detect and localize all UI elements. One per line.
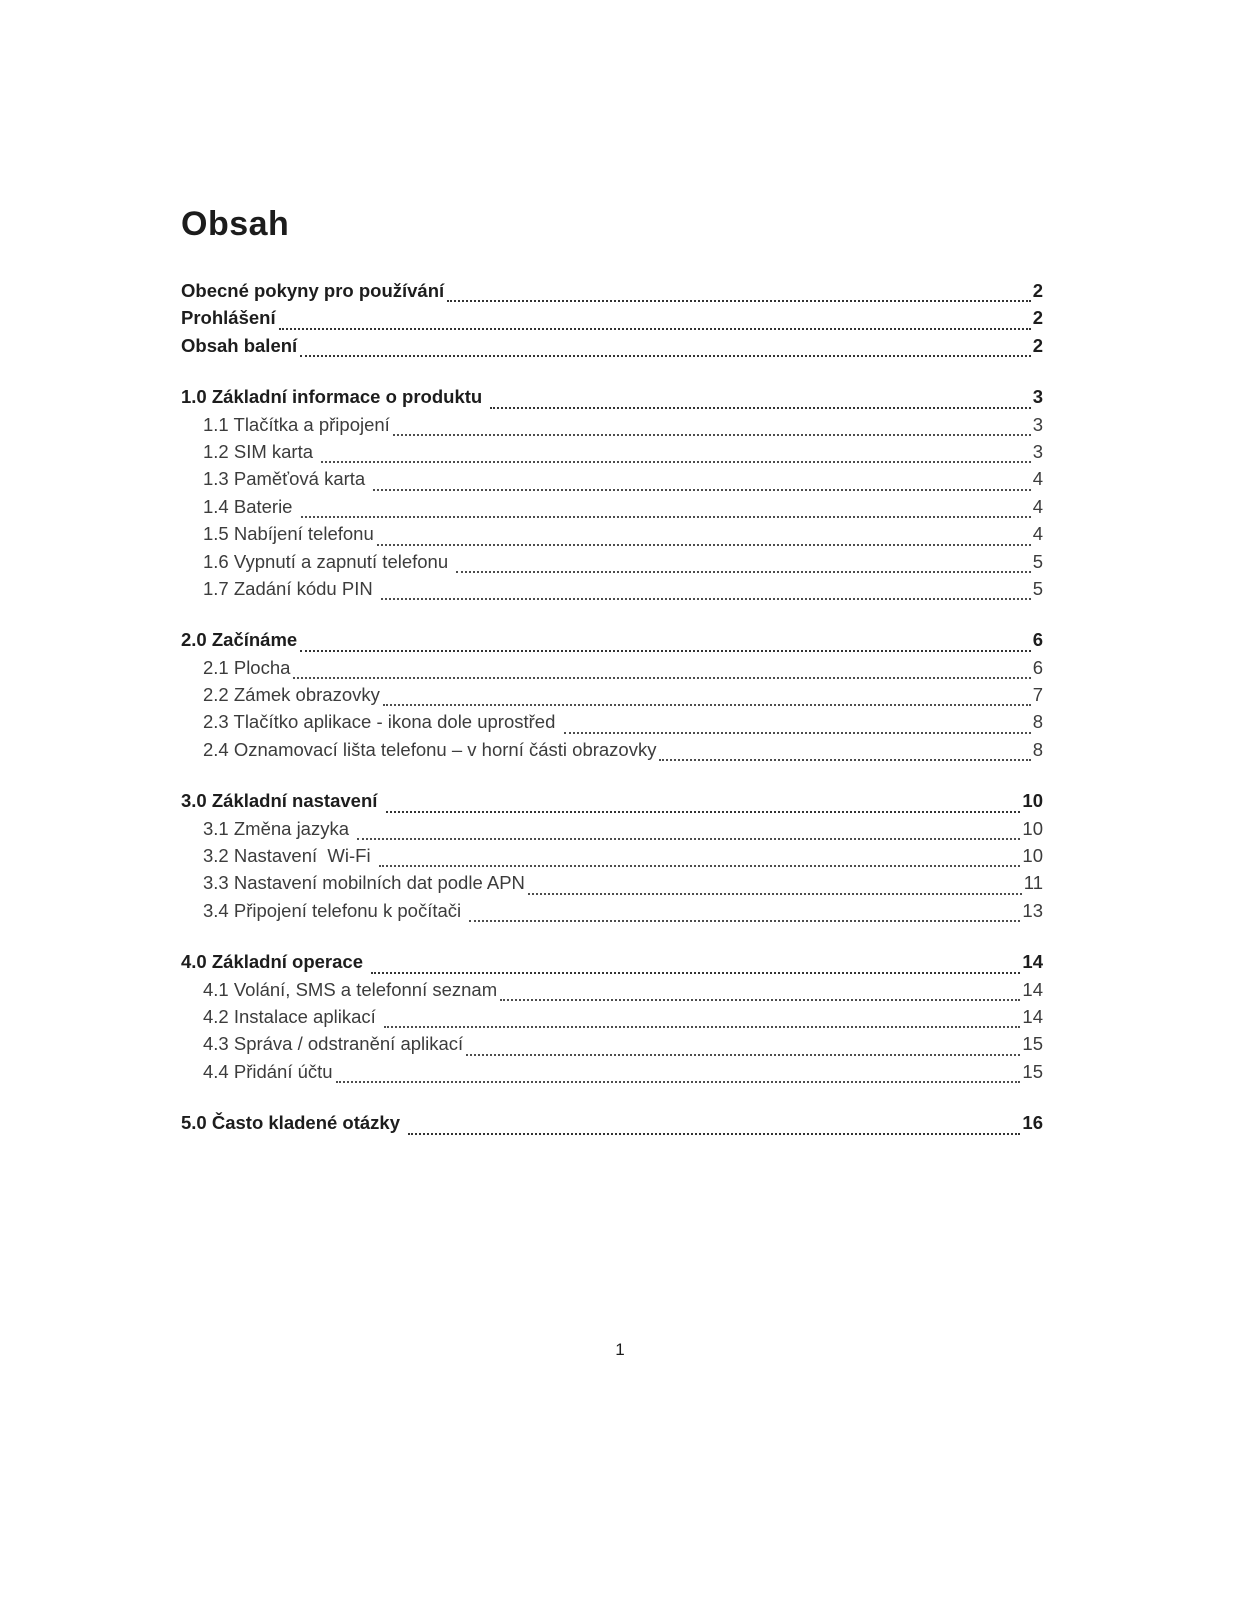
toc-entry-page: 3 (1032, 440, 1043, 462)
toc-entry (181, 335, 1043, 362)
toc-entry (181, 845, 1043, 872)
toc-entry-page: 15 (1022, 1060, 1043, 1082)
toc-entry-label: 4.1 Volání, SMS a telefonní seznam (203, 978, 498, 1000)
toc-leader-dots (301, 516, 1031, 518)
toc-leader-dots (300, 355, 1031, 357)
toc-group-gap (181, 605, 1043, 629)
toc-entry-label: 1.1 Tlačítka a připojení (203, 413, 390, 435)
toc-entry-label: 1.5 Nabíjení telefonu (203, 523, 374, 545)
toc-leader-dots (386, 811, 1021, 813)
toc-entry (181, 739, 1043, 766)
toc-entry (181, 468, 1043, 495)
toc-entry (181, 951, 1043, 978)
toc-entry-label: Obecné pokyny pro používání (181, 280, 445, 301)
toc-entry (181, 1112, 1043, 1139)
toc-entry-page: 14 (1022, 1005, 1043, 1027)
toc-group-gap (181, 362, 1043, 386)
toc-entry (181, 307, 1043, 334)
toc-entry-label: 2.3 Tlačítko aplikace - ikona dole uprostřed (203, 711, 561, 733)
toc-leader-dots (300, 650, 1031, 652)
toc-leader-dots (373, 489, 1030, 491)
toc-entry-page: 8 (1032, 711, 1043, 733)
toc-leader-dots (393, 434, 1031, 436)
toc-leader-dots (447, 300, 1031, 302)
toc-entry (181, 629, 1043, 656)
toc-entry-page: 14 (1022, 978, 1043, 1000)
toc-entry-label: 1.3 Paměťová karta (203, 468, 371, 490)
toc-leader-dots (383, 704, 1031, 706)
page-title: Obsah (181, 205, 290, 243)
toc-entry (181, 414, 1043, 441)
toc-entry-label: 3.2 Nastavení Wi-Fi (203, 845, 376, 867)
toc-entry-page: 4 (1032, 468, 1043, 490)
toc-entry-page: 2 (1032, 334, 1043, 356)
toc-entry-page: 4 (1032, 495, 1043, 517)
toc-leader-dots (336, 1081, 1021, 1083)
toc-leader-dots (293, 677, 1030, 679)
toc-entry-page: 14 (1022, 951, 1043, 973)
toc-entry-label: 1.0 Základní informace o produktu (181, 386, 488, 408)
toc-entry-page: 10 (1022, 817, 1043, 839)
toc-group-gap (181, 766, 1043, 790)
toc-entry (181, 790, 1043, 817)
toc-leader-dots (377, 544, 1031, 546)
toc-leader-dots (490, 407, 1030, 409)
toc-leader-dots (408, 1133, 1020, 1135)
toc-entry-label: 1.4 Baterie (203, 495, 298, 517)
toc-leader-dots (279, 328, 1031, 330)
toc-leader-dots (469, 920, 1020, 922)
toc-entry-page: 8 (1032, 738, 1043, 760)
toc-entry (181, 441, 1043, 468)
toc-entry (181, 711, 1043, 738)
toc-entry-page: 15 (1022, 1033, 1043, 1055)
toc-entry-label: 3.1 Změna jazyka (203, 817, 355, 839)
toc-entry-label: 5.0 Často kladené otázky (181, 1112, 406, 1134)
toc-entry-page: 16 (1022, 1112, 1043, 1134)
toc-entry-page: 2 (1032, 307, 1043, 329)
toc-entry-page: 4 (1032, 523, 1043, 545)
toc-entry-label: 4.0 Základní operace (181, 951, 369, 973)
toc-entry (181, 578, 1043, 605)
toc-entry-page: 11 (1023, 872, 1043, 894)
toc-entry-label: 1.2 SIM karta (203, 440, 319, 462)
toc-leader-dots (381, 598, 1031, 600)
toc-entry-page: 5 (1032, 550, 1043, 572)
table-of-contents (181, 205, 1043, 1140)
toc-leader-dots (357, 838, 1020, 840)
toc-entry (181, 386, 1043, 413)
toc-entry-page: 13 (1022, 899, 1043, 921)
toc-leader-dots (321, 461, 1031, 463)
toc-entry-label: 2.4 Oznamovací lišta telefonu – v horní části obrazovky (203, 738, 657, 760)
toc-leader-dots (500, 999, 1020, 1001)
toc-entry-page: 6 (1032, 656, 1043, 678)
toc-leader-dots (564, 732, 1031, 734)
toc-entry-label: 2.2 Zámek obrazovky (203, 684, 380, 706)
toc-entry-page: 3 (1032, 386, 1043, 408)
toc-entry-label: Prohlášení (181, 307, 276, 329)
toc-entry-label: 2.0 Začínáme (181, 629, 298, 651)
toc-entry-page: 2 (1032, 280, 1043, 301)
toc-entry-label: 3.3 Nastavení mobilních dat podle APN (203, 872, 525, 894)
toc-entry-label: 3.0 Základní nastavení (181, 790, 383, 812)
toc-entry-label: 3.4 Připojení telefonu k počítači (203, 899, 467, 921)
footer-page-number: 1 (615, 1340, 625, 1359)
toc-entry-label: 4.3 Správa / odstranění aplikací (203, 1033, 464, 1055)
toc-leader-dots (466, 1054, 1020, 1056)
toc-entry-page: 3 (1032, 413, 1043, 435)
toc-entry (181, 818, 1043, 845)
toc-entry-label: 4.4 Přidání účtu (203, 1060, 333, 1082)
toc-leader-dots (384, 1026, 1021, 1028)
toc-entry (181, 1006, 1043, 1033)
toc-entry-page: 6 (1032, 629, 1043, 651)
toc-entry (181, 280, 1043, 307)
toc-leader-dots (456, 571, 1030, 573)
toc-leader-dots (379, 865, 1021, 867)
toc-entry (181, 1033, 1043, 1060)
toc-entry (181, 657, 1043, 684)
toc-leader-dots (659, 759, 1030, 761)
toc-entry-label: Obsah balení (181, 334, 298, 356)
toc-entry-label: 2.1 Plocha (203, 656, 291, 678)
toc-entry (181, 496, 1043, 523)
toc-entry-page: 7 (1032, 684, 1043, 706)
toc-entry (181, 551, 1043, 578)
toc-leader-dots (528, 893, 1022, 895)
toc-entry (181, 523, 1043, 550)
toc-group-gap (181, 1088, 1043, 1112)
toc-entry (181, 684, 1043, 711)
toc-entry-label: 1.7 Zadání kódu PIN (203, 577, 378, 599)
toc-entry-page: 5 (1032, 577, 1043, 599)
toc-entry (181, 979, 1043, 1006)
toc-entry-page: 10 (1022, 845, 1043, 867)
toc-entry-page: 10 (1022, 790, 1043, 812)
toc-group-gap (181, 927, 1043, 951)
toc-entry-label: 4.2 Instalace aplikací (203, 1005, 381, 1027)
toc-entry (181, 900, 1043, 927)
toc-leader-dots (371, 972, 1020, 974)
toc-entry-label: 1.6 Vypnutí a zapnutí telefonu (203, 550, 454, 572)
toc-entry (181, 1061, 1043, 1088)
toc-entry (181, 872, 1043, 899)
